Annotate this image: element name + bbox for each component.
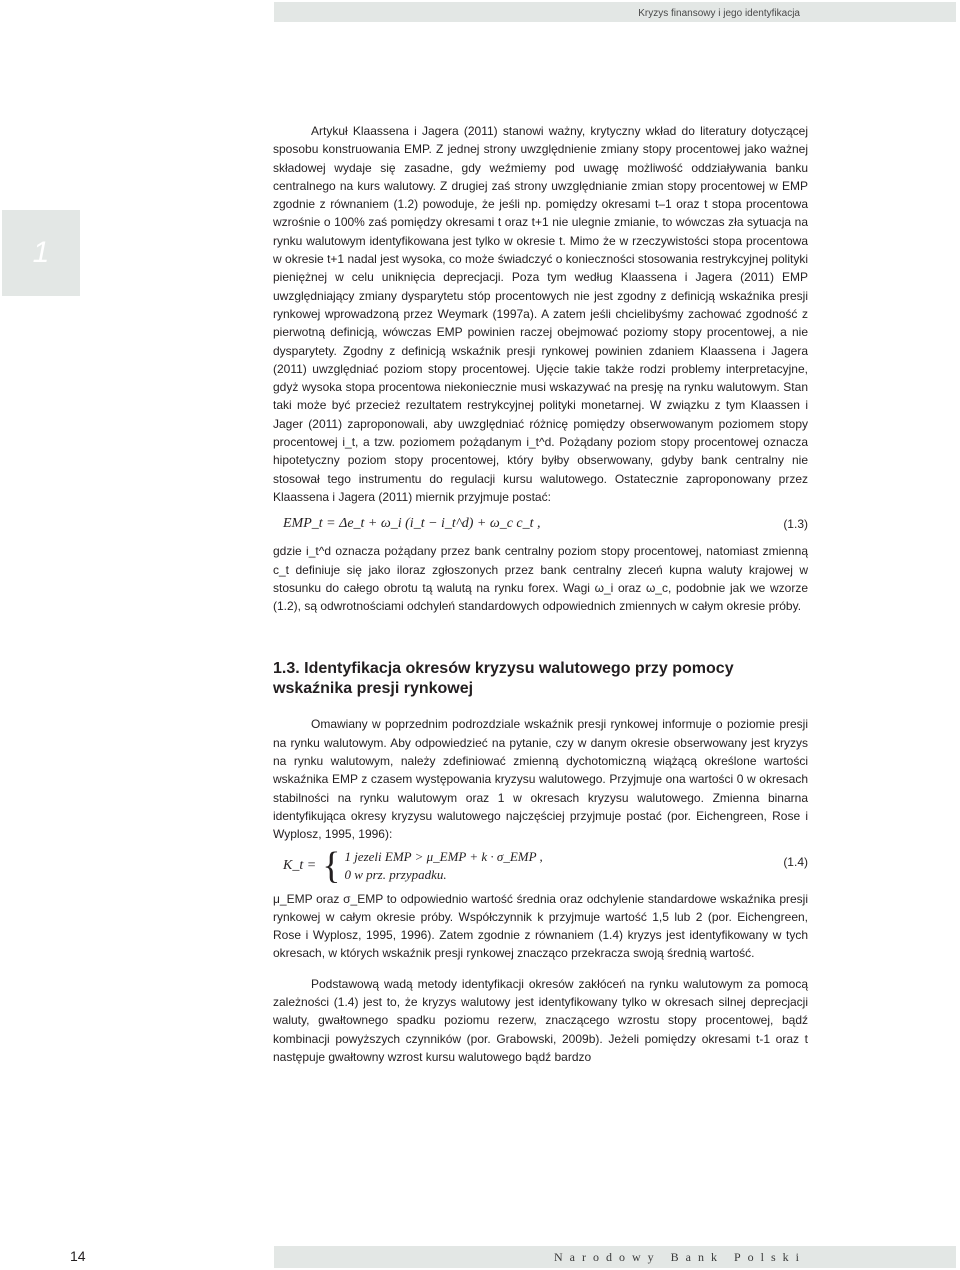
publisher-name: Narodowy Bank Polski xyxy=(554,1250,806,1264)
brace-icon: { xyxy=(322,844,341,887)
paragraph: Podstawową wadą metody identyfikacji okresów zakłóceń na rynku walutowym za pomocą zależności (1.4) jest to, że kryzys walutowy jest identyfikowany tylko w okresach silnej deprecjacji waluty, gwałtownego spadku poziomu rezerw, znaczącego wzrostu stopy procentowej, bądź kombinacji powyższych czynników (por. Grabowski, 2009b). Jeżeli pomiędzy okresami t-1 oraz t następuje gwałtowny wzrost kursu walutowego bądź bardzo xyxy=(273,976,808,1064)
chapter-number: 1 xyxy=(32,236,50,269)
paragraph: Artykuł Klaassena i Jagera (2011) stanowi ważny, krytyczny wkład do literatury dotyczącej sposobu konstruowania EMP. Z jednej strony uwzględnienie zmiany stopy procentowej jako ważnej składowej wydaje się zasadne, gdy weźmiemy pod uwagę możliwość oddziaływania banku centralnego na kurs walutowy. Z drugiej zaś strony uwzględnianie zmian stopy procentowej w EMP zgodnie z równaniem (1.2) powoduje, że jeśli np. pomiędzy okresami t–1 oraz t stopa procentowa wzrośnie o 100% zaś pomiędzy okresami t oraz t+1 nie ulegnie zmianie, to wówczas zła sytuacja na rynku walutowym identyfikowana jest tylko w okresie t. Mimo że w rzeczywistości stopa procentowa w okresie t+1 nadal jest wysoka, co może świadczyć o konieczności stosowania restrykcyjnej polityki pieniężnej w celu uniknięcia deprecjacji. Poza tym według Klaassena i Jagera (2011) EMP uwzględniający zmiany dysparytetu stóp procentowych nie jest zgodny z definicją wskaźnika presji rynkowej wprowadzoną przez Weymark (1997a). A zatem jeśli chcielibyśmy zachować zgodność z pierwotną definicją, wówczas EMP powinien raczej obejmować poziomy stopy procentowej, a nie dysparytety. Zgodny z definicją wskaźnik presji rynkowej powinien zdaniem Klaassena i Jagera (2011) uwzględniać poziom stopy procentowej. Ujęcie takie także rodzi problemy interpretacyjne, gdyż wysoka stopa procentowa niekoniecznie musi wskazywać na presję na rynku walutowym. Stan taki może być przecież rezultatem restrykcyjnej polityki monetarnej. W związku z tym Klaassen i Jager (2011) zaproponowali, aby uwzględniać różnicę pomiędzy obserwowanym poziomem stopy procentowej i_t, a tzw. poziomem pożądanym i_t^d. Pożądany poziom stopy procentowej oznacza hipotetyczny poziom stopy procentowej, który byłby obserwowany, gdyby bank centralny nie stosował tego instrumentu do regulacji kursu walutowego. Ostatecznie zaproponowany przez Klaassena i Jagera (2011) miernik przyjmuje postać: xyxy=(273,124,808,504)
equation-cases xyxy=(283,846,543,886)
page-number: 14 xyxy=(70,1248,86,1264)
case-line: 1 jezeli EMP > μ_EMP + k · σ_EMP , xyxy=(344,848,543,864)
paragraph-gap xyxy=(273,963,808,975)
case-line: 0 w prz. przypadku. xyxy=(344,866,447,882)
equation-body: EMP_t = Δe_t + ω_i (i_t − i_t^d) + ω_c c_t , xyxy=(283,516,541,532)
case-lines xyxy=(344,848,542,884)
section-heading: 1.3. Identyfikacja okresów kryzysu walutowego przy pomocy wskaźnika presji rynkowej xyxy=(273,660,734,698)
header-bar xyxy=(274,2,956,22)
footer-bar xyxy=(274,1246,956,1268)
chapter-tab xyxy=(2,210,80,296)
paragraph: Omawiany w poprzednim podrozdziale wskaźnik presji rynkowej informuje o poziomie presji na rynku walutowym. Aby odpowiedzieć na pytanie, czy w danym okresie obserwowany jest kryzys na rynku walutowym, należy zdefiniować zmienną dychotomiczną wiążącą określone wartości wskaźnika EMP z czasem występowania kryzysu walutowego. Przyjmuje ona wartości 0 w okresach stabilności na rynku walutowym oraz 1 w okresach kryzysu walutowego. Zmienna binarna identyfikująca okresy kryzysu walutowego najczęściej przyjmuje postać (por. Eichengreen, Rose i Wyplosz, 1995, 1996): xyxy=(273,717,808,842)
page-content xyxy=(273,122,808,1066)
equation-number: (1.3) xyxy=(783,517,808,532)
equation-1-3 xyxy=(273,506,808,542)
equation-number: (1.4) xyxy=(783,854,808,869)
running-header: Kryzys finansowy i jego identyfikacja xyxy=(638,8,800,19)
equation-1-4 xyxy=(273,844,808,890)
equation-lhs: K_t = xyxy=(283,857,317,873)
paragraph: gdzie i_t^d oznacza pożądany przez bank centralny poziom stopy procentowej, natomiast zmienną c_t definiuje się jako iloraz zgłoszonych przez bank centralny zleceń kupna waluty krajowej w stosunku do całego obrotu tą walutą na rynku forex. Wagi ω_i oraz ω_c, podobnie jak we wzorze (1.2), są odwrotnościami odchyleń standardowych odpowiednich zmiennych w całym okresie próby. xyxy=(273,544,808,614)
paragraph: μ_EMP oraz σ_EMP to odpowiednio wartość średnia oraz odchylenie standardowe wskaźnika presji rynkowej w całym okresie próby. Współczynnik k przyjmuje wartość 1,5 lub 2 (por. Eichengreen, Rose i Wyplosz, 1995, 1996). Zatem zgodnie z równaniem (1.4) kryzys jest identyfikowany w tych okresach, w których wskaźnik presji rynkowej znacząco przekracza swoją średnią wartość. xyxy=(273,891,808,961)
